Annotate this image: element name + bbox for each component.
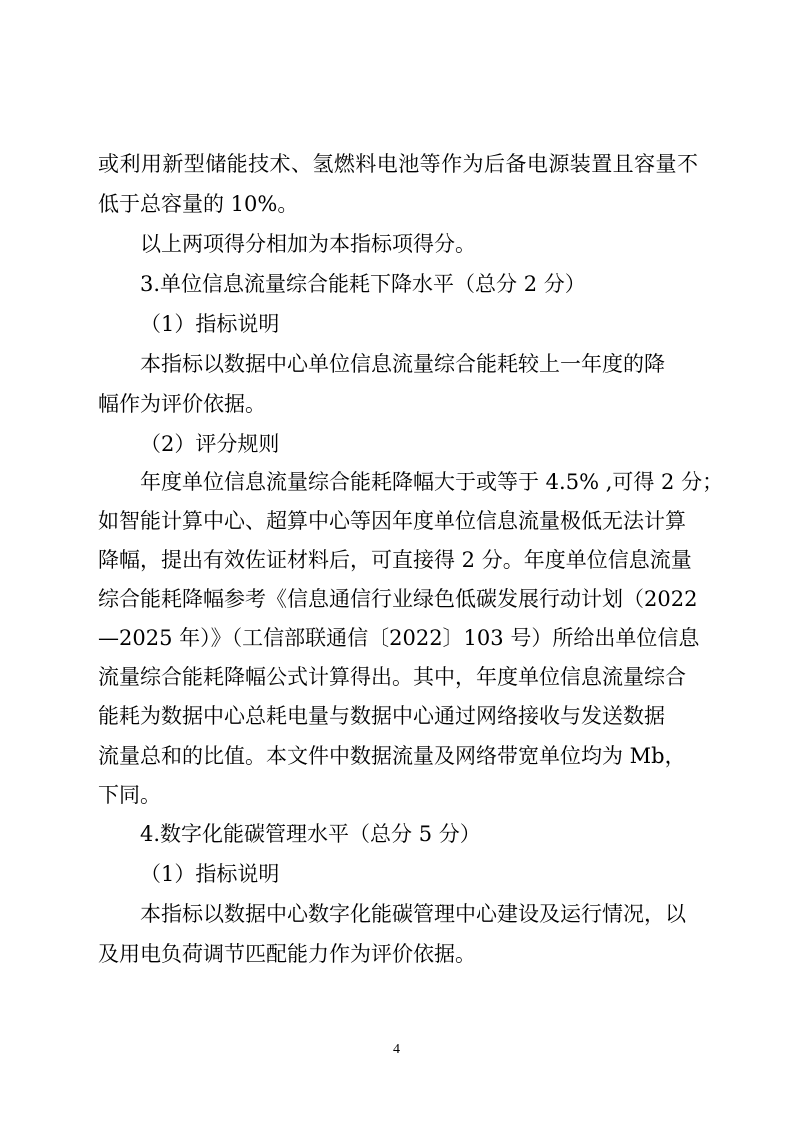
paragraph-line: 下同。 <box>98 783 161 807</box>
page-number: 4 <box>393 1042 400 1057</box>
paragraph-line: 能耗为数据中心总耗电量与数据中心通过网络接收与发送数据 <box>98 704 665 728</box>
subsection-heading: （2）评分规则 <box>140 432 280 456</box>
paragraph-line: —2025 年）》（工信部联通信〔2022〕103 号）所给出单位信息 <box>98 626 700 650</box>
paragraph-line: 如智能计算中心、超算中心等因年度单位信息流量极低无法计算 <box>98 509 686 533</box>
paragraph-line: 年度单位信息流量综合能耗降幅大于或等于 4.5% ,可得 2 分； <box>140 470 724 494</box>
section-heading: 3.单位信息流量综合能耗下降水平（总分 2 分） <box>140 272 586 296</box>
paragraph-line: 或利用新型储能技术、氢燃料电池等作为后备电源装置且容量不 <box>98 152 698 176</box>
subsection-heading: （1）指标说明 <box>140 862 280 886</box>
paragraph-line: 以上两项得分相加为本指标项得分。 <box>140 232 476 256</box>
paragraph-line: 低于总容量的 10%。 <box>98 192 299 216</box>
subsection-heading: （1）指标说明 <box>140 312 280 336</box>
paragraph-line: 流量总和的比值。本文件中数据流量及网络带宽单位均为 Mb， <box>98 744 686 768</box>
paragraph-line: 幅作为评价依据。 <box>98 392 266 416</box>
paragraph-line: 降幅，提出有效佐证材料后，可直接得 2 分。年度单位信息流量 <box>98 548 692 572</box>
paragraph-line: 综合能耗降幅参考《信息通信行业绿色低碳发展行动计划（2022 <box>98 587 698 611</box>
paragraph-line: 及用电负荷调节匹配能力作为评价依据。 <box>98 942 476 966</box>
paragraph-line: 本指标以数据中心数字化能碳管理中心建设及运行情况，以 <box>140 902 686 926</box>
paragraph-line: 本指标以数据中心单位信息流量综合能耗较上一年度的降 <box>140 352 665 376</box>
paragraph-line: 流量综合能耗降幅公式计算得出。其中，年度单位信息流量综合 <box>98 665 686 689</box>
section-heading: 4.数字化能碳管理水平（总分 5 分） <box>140 822 481 846</box>
